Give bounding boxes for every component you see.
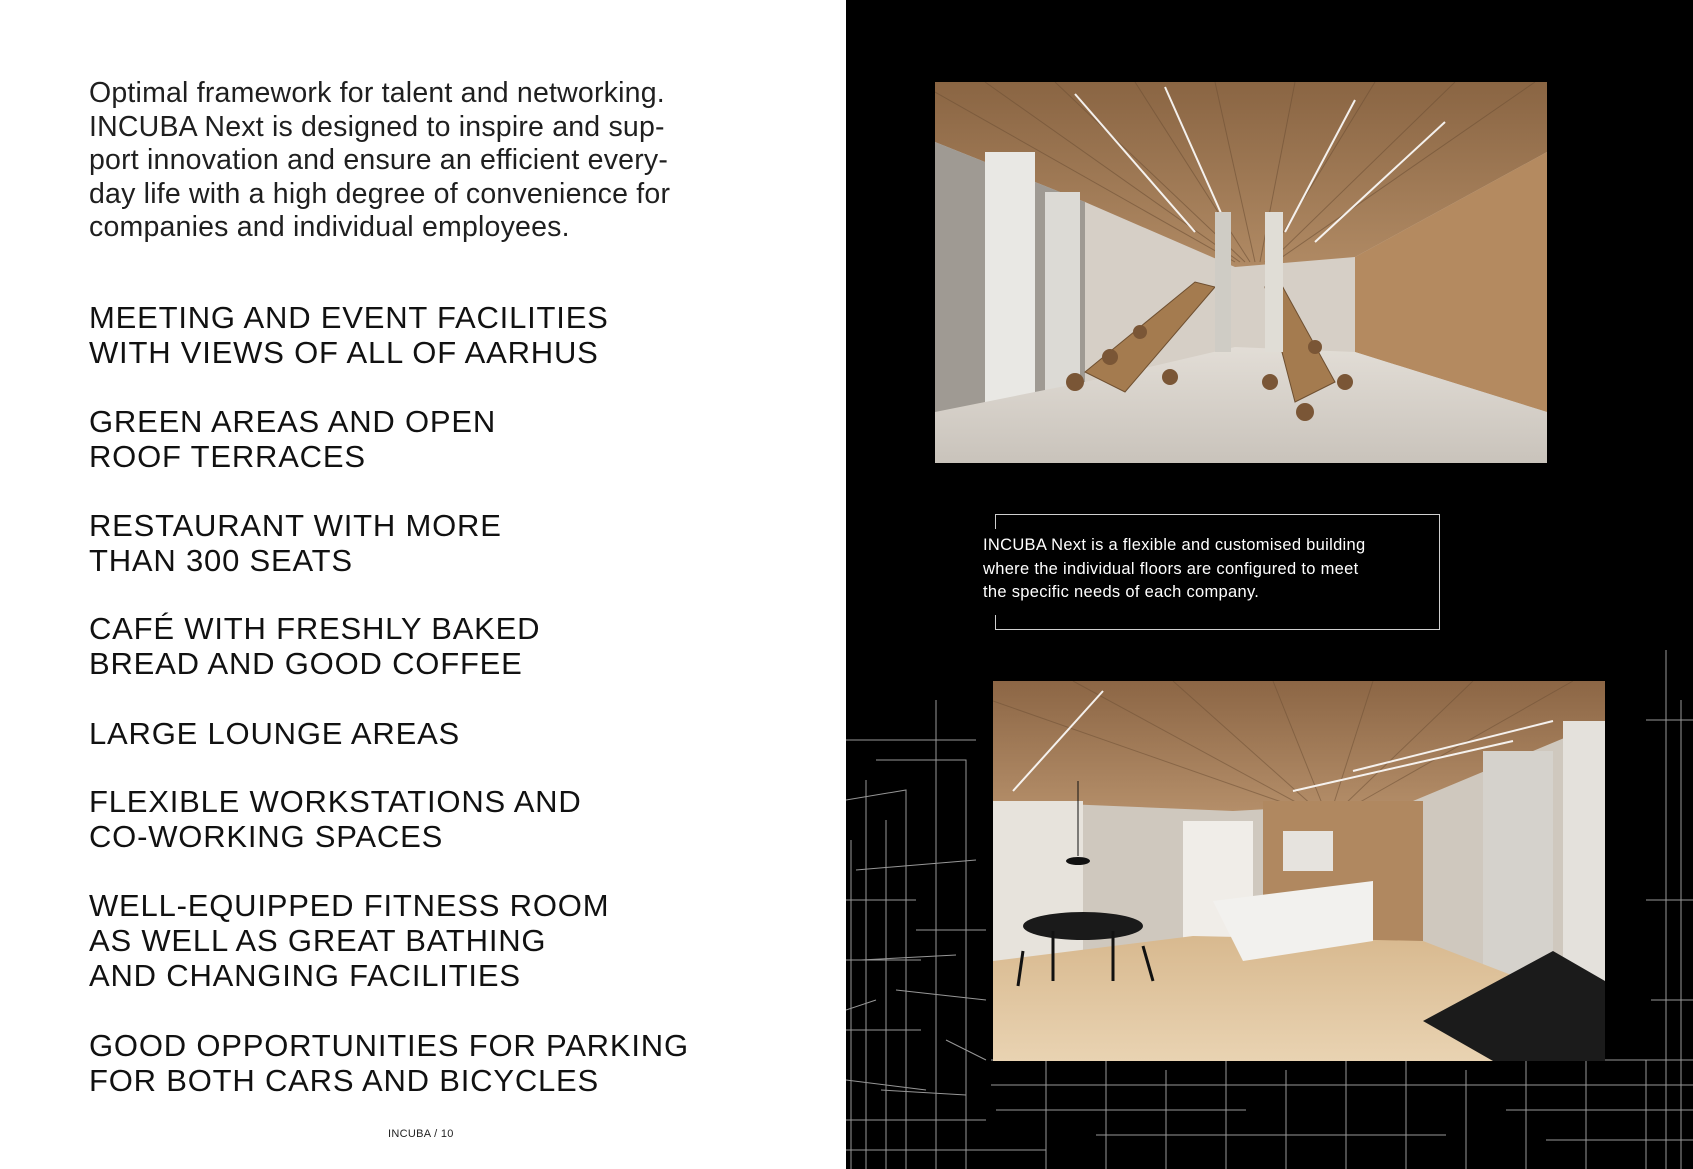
facility-line: ROOF TERRACES [89,439,366,474]
intro-line: port innovation and ensure an efficient every- [89,144,669,176]
facility-cafe [89,611,540,681]
facility-line: AS WELL AS GREAT BATHING [89,923,547,958]
facility-line: GREEN AREAS AND OPEN [89,404,497,439]
caption-line: where the individual floors are configured to meet [983,559,1359,578]
page-folio: INCUBA / 10 [388,1128,454,1140]
facility-green-areas [89,404,496,474]
intro-line: companies and individual employees. [89,211,570,243]
restaurant-photo [935,82,1547,463]
facility-line: AND CHANGING FACILITIES [89,958,521,993]
facility-line: WITH VIEWS OF ALL OF AARHUS [89,335,599,370]
facility-line: FLEXIBLE WORKSTATIONS AND [89,784,582,819]
facility-line: MEETING AND EVENT FACILITIES [89,300,609,335]
facility-line: WELL-EQUIPPED FITNESS ROOM [89,888,610,923]
facility-line: CAFÉ WITH FRESHLY BAKED [89,611,541,646]
facility-lounge [89,716,460,751]
facility-line: CO-WORKING SPACES [89,819,444,854]
intro-paragraph [89,77,769,245]
caption-text [983,534,1443,605]
facility-line: BREAD AND GOOD COFFEE [89,646,523,681]
intro-line: INCUBA Next is designed to inspire and sup- [89,110,665,143]
intro-line: day life with a high degree of convenience for [89,177,671,210]
caption-line: the specific needs of each company. [983,583,1260,601]
facility-workstations [89,784,582,854]
left-page [0,0,846,1169]
facility-parking [89,1028,689,1098]
facility-line: RESTAURANT WITH MORE [89,508,502,543]
facility-restaurant [89,508,502,578]
facility-fitness [89,888,609,993]
facility-line: THAN 300 SEATS [89,543,353,578]
caption-line: INCUBA Next is a flexible and customised building [983,536,1366,554]
facility-line: GOOD OPPORTUNITIES FOR PARKING [89,1028,689,1063]
facility-line: LARGE LOUNGE AREAS [89,716,461,751]
facility-meeting-events [89,300,609,370]
right-page [846,0,1693,1169]
facility-line: FOR BOTH CARS AND BICYCLES [89,1063,600,1098]
intro-line: Optimal framework for talent and networking. [89,77,665,109]
lounge-photo [993,681,1605,1061]
